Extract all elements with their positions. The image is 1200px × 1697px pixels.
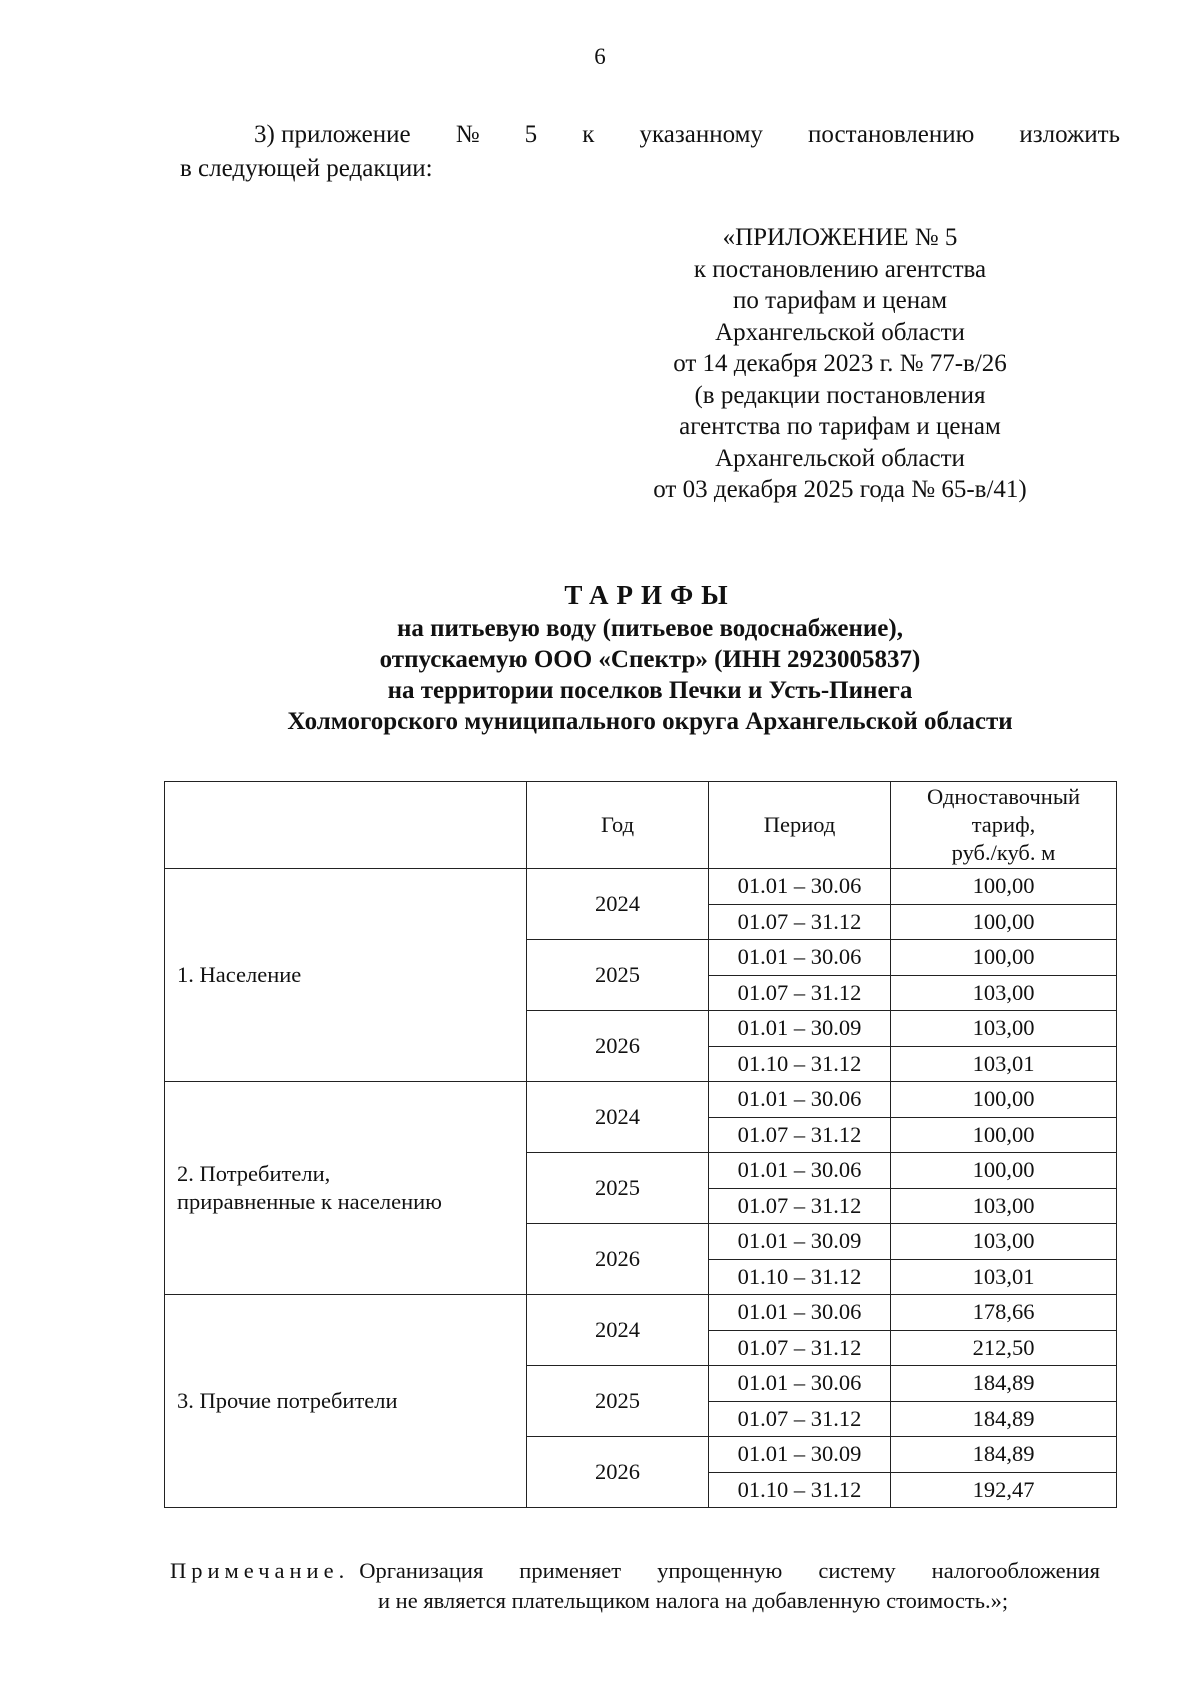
table-header-row [165, 782, 1117, 869]
header-year: Год [527, 782, 709, 869]
note-text-line-2: и не является плательщиком налога на добавленную стоимость.»; [378, 1588, 1009, 1613]
tariff-cell: 100,00 [891, 869, 1117, 905]
intro-word: 5 [524, 121, 538, 148]
group-name: приравненные к населению [177, 1189, 442, 1214]
table-row [165, 1295, 1117, 1331]
year-cell: 2026 [527, 1011, 709, 1082]
tariff-cell: 103,00 [891, 1011, 1117, 1047]
tariff-cell: 103,01 [891, 1046, 1117, 1082]
group-cell [165, 1082, 527, 1295]
year-cell: 2024 [527, 869, 709, 940]
period-cell: 01.10 – 31.12 [709, 1259, 891, 1295]
period-cell: 01.01 – 30.09 [709, 1011, 891, 1047]
year-cell: 2024 [527, 1082, 709, 1153]
appendix-line: Архангельской области [715, 444, 965, 472]
tariff-cell: 103,00 [891, 975, 1117, 1011]
period-cell: 01.01 – 30.06 [709, 1153, 891, 1189]
group-name: 3. Прочие потребители [177, 1388, 398, 1413]
table-row [165, 1082, 1117, 1118]
period-cell: 01.07 – 31.12 [709, 1330, 891, 1366]
year-cell: 2025 [527, 1366, 709, 1437]
tariff-cell: 100,00 [891, 1153, 1117, 1189]
group-cell [165, 1295, 527, 1508]
intro-word: к [582, 121, 595, 148]
note-row-1 [170, 1556, 1100, 1586]
appendix-line: «ПРИЛОЖЕНИЕ № 5 [722, 224, 958, 251]
appendix-line: по тарифам и ценам [732, 287, 948, 314]
period-cell: 01.01 – 30.06 [709, 1295, 891, 1331]
appendix-line: от 03 декабря 2025 года № 65-в/41) [653, 476, 1027, 503]
header-category [165, 782, 527, 869]
intro-word: № [455, 121, 480, 148]
header-tariff [891, 782, 1117, 869]
tariff-cell: 103,00 [891, 1224, 1117, 1260]
group-name: 1. Население [177, 962, 302, 987]
period-cell: 01.01 – 30.09 [709, 1437, 891, 1473]
tariff-cell: 100,00 [891, 940, 1117, 976]
period-cell: 01.07 – 31.12 [709, 1401, 891, 1437]
period-cell: 01.01 – 30.06 [709, 869, 891, 905]
tariff-table [164, 781, 1117, 1508]
title-line: Холмогорского муниципального округа Архангельской области [287, 708, 1013, 735]
intro-word: 3) приложение [254, 121, 411, 148]
year-cell: 2026 [527, 1437, 709, 1508]
appendix-line: агентства по тарифам и ценам [679, 413, 1001, 440]
document-title [150, 580, 1150, 737]
year-cell: 2026 [527, 1224, 709, 1295]
page-number: 6 [594, 44, 606, 69]
title-line: на территории поселков Печки и Усть-Пинега [387, 677, 913, 704]
intro-line-2: в следующей редакции: [180, 155, 433, 182]
intro-word: указанному [639, 121, 763, 148]
group-cell [165, 869, 527, 1082]
note-text-line-1: Организация применяет упрощенную систему налогообложения [359, 1558, 1100, 1583]
tariff-cell: 184,89 [891, 1437, 1117, 1473]
period-cell: 01.10 – 31.12 [709, 1046, 891, 1082]
tariff-cell: 212,50 [891, 1330, 1117, 1366]
table-row [165, 869, 1117, 905]
appendix-line: к постановлению агентства [693, 255, 987, 283]
period-cell: 01.01 – 30.06 [709, 1366, 891, 1402]
year-cell: 2025 [527, 940, 709, 1011]
tariff-cell: 100,00 [891, 1117, 1117, 1153]
header-tariff-line: Одноставочный [927, 784, 1080, 809]
header-period: Период [709, 782, 891, 869]
group-name: 2. Потребители, [177, 1161, 331, 1186]
tariff-cell: 192,47 [891, 1472, 1117, 1508]
tariff-cell: 184,89 [891, 1366, 1117, 1402]
year-cell: 2025 [527, 1153, 709, 1224]
period-cell: 01.01 – 30.06 [709, 1082, 891, 1118]
note-label: Примечание. [170, 1558, 350, 1583]
header-tariff-line: тариф, [971, 812, 1036, 837]
title-line: отпускаемую ООО «Спектр» (ИНН 2923005837) [379, 646, 921, 673]
tariff-cell: 178,66 [891, 1295, 1117, 1331]
appendix-line: Архангельской области [715, 318, 965, 346]
year-cell: 2024 [527, 1295, 709, 1366]
intro-line-1 [180, 118, 1120, 152]
period-cell: 01.07 – 31.12 [709, 904, 891, 940]
tariff-cell: 103,00 [891, 1188, 1117, 1224]
title-line: на питьевую воду (питьевое водоснабжение), [397, 615, 903, 642]
appendix-line: (в редакции постановления [694, 381, 986, 409]
tariff-cell: 184,89 [891, 1401, 1117, 1437]
period-cell: 01.07 – 31.12 [709, 975, 891, 1011]
period-cell: 01.01 – 30.09 [709, 1224, 891, 1260]
tariff-cell: 100,00 [891, 1082, 1117, 1118]
period-cell: 01.10 – 31.12 [709, 1472, 891, 1508]
note-block [170, 1556, 1100, 1616]
intro-word: постановлению [808, 121, 975, 148]
tariff-cell: 100,00 [891, 904, 1117, 940]
header-tariff-line: руб./куб. м [951, 840, 1056, 865]
title-main: ТАРИФЫ [564, 580, 736, 610]
period-cell: 01.07 – 31.12 [709, 1188, 891, 1224]
appendix-header [600, 222, 1080, 506]
intro-paragraph [180, 118, 1120, 186]
period-cell: 01.07 – 31.12 [709, 1117, 891, 1153]
period-cell: 01.01 – 30.06 [709, 940, 891, 976]
appendix-line: от 14 декабря 2023 г. № 77-в/26 [673, 350, 1007, 377]
intro-word: изложить [1019, 121, 1120, 148]
tariff-cell: 103,01 [891, 1259, 1117, 1295]
